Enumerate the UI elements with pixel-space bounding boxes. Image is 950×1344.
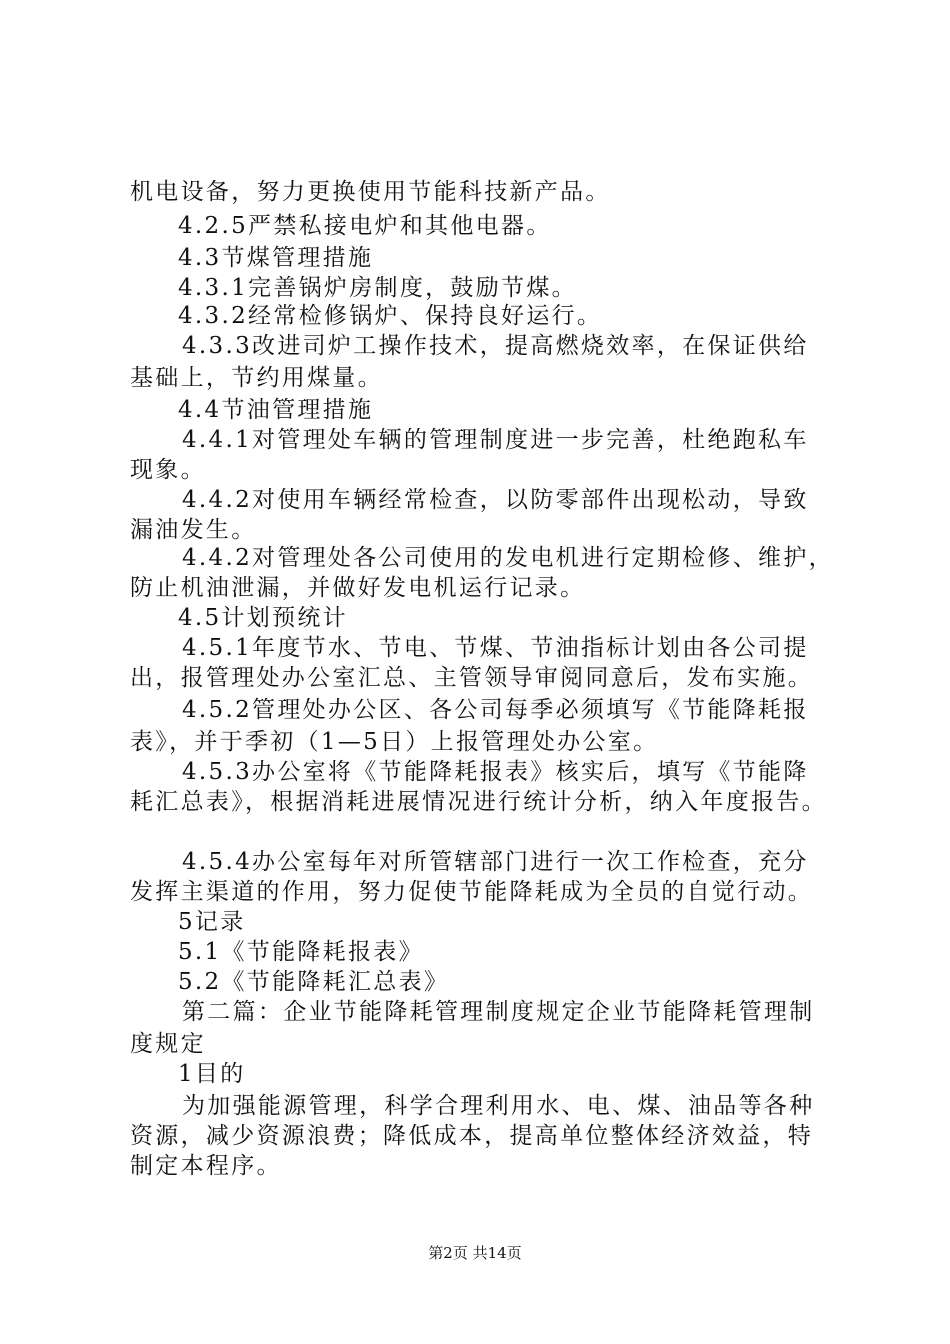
text-line: 4.3节煤管理措施 — [178, 245, 374, 271]
text-line: 5.2《节能降耗汇总表》 — [178, 969, 450, 995]
text-line: 表》，并于季初（1—5日）上报管理处办公室。 — [130, 729, 659, 755]
text-line: 基础上，节约用煤量。 — [130, 365, 383, 391]
text-line: 现象。 — [130, 457, 206, 483]
text-line: 4.2.5严禁私接电炉和其他电器。 — [178, 213, 552, 239]
text-line: 漏油发生。 — [130, 517, 257, 543]
text-line: 4.5.1年度节水、节电、节煤、节油指标计划由各公司提 — [182, 635, 809, 661]
text-line: 4.5.4办公室每年对所管辖部门进行一次工作检查，充分 — [182, 849, 809, 875]
text-line: 4.4.2对使用车辆经常检查，以防零部件出现松动，导致 — [182, 487, 809, 513]
text-line: 4.3.2经常检修锅炉、保持良好运行。 — [178, 303, 603, 329]
text-line: 4.4.2对管理处各公司使用的发电机进行定期检修、维护， — [182, 545, 834, 571]
text-line: 机电设备，努力更换使用节能科技新产品。 — [130, 179, 611, 205]
text-line: 防止机油泄漏，并做好发电机运行记录。 — [130, 575, 586, 601]
text-line: 4.4节油管理措施 — [178, 397, 374, 423]
text-line: 发挥主渠道的作用，努力促使节能降耗成为全员的自觉行动。 — [130, 879, 814, 905]
text-line: 耗汇总表》，根据消耗进展情况进行统计分析，纳入年度报告。 — [130, 789, 827, 815]
page-footer: 第2页 共14页 — [428, 1244, 522, 1262]
text-line: 出，报管理处办公室汇总、主管领导审阅同意后，发布实施。 — [130, 665, 814, 691]
text-line: 4.5.2管理处办公区、各公司每季必须填写《节能降耗报 — [182, 697, 809, 723]
text-line: 资源，减少资源浪费；降低成本，提高单位整体经济效益，特 — [130, 1123, 814, 1149]
text-line: 4.4.1对管理处车辆的管理制度进一步完善，杜绝跑私车 — [182, 427, 809, 453]
text-line: 第二篇：企业节能降耗管理制度规定企业节能降耗管理制 — [182, 999, 815, 1025]
text-line: 为加强能源管理，科学合理利用水、电、煤、油品等各种 — [182, 1093, 815, 1119]
text-line: 5.1《节能降耗报表》 — [178, 939, 424, 965]
text-line: 4.5计划预统计 — [178, 605, 348, 631]
text-line: 制定本程序。 — [130, 1153, 282, 1179]
text-line: 4.5.3办公室将《节能降耗报表》核实后，填写《节能降 — [182, 759, 809, 785]
text-line: 1目的 — [178, 1061, 246, 1087]
text-line: 5记录 — [178, 909, 246, 935]
text-line: 4.3.1完善锅炉房制度，鼓励节煤。 — [178, 275, 577, 301]
text-line: 度规定 — [130, 1031, 206, 1057]
text-line: 4.3.3改进司炉工操作技术，提高燃烧效率，在保证供给 — [182, 333, 809, 359]
